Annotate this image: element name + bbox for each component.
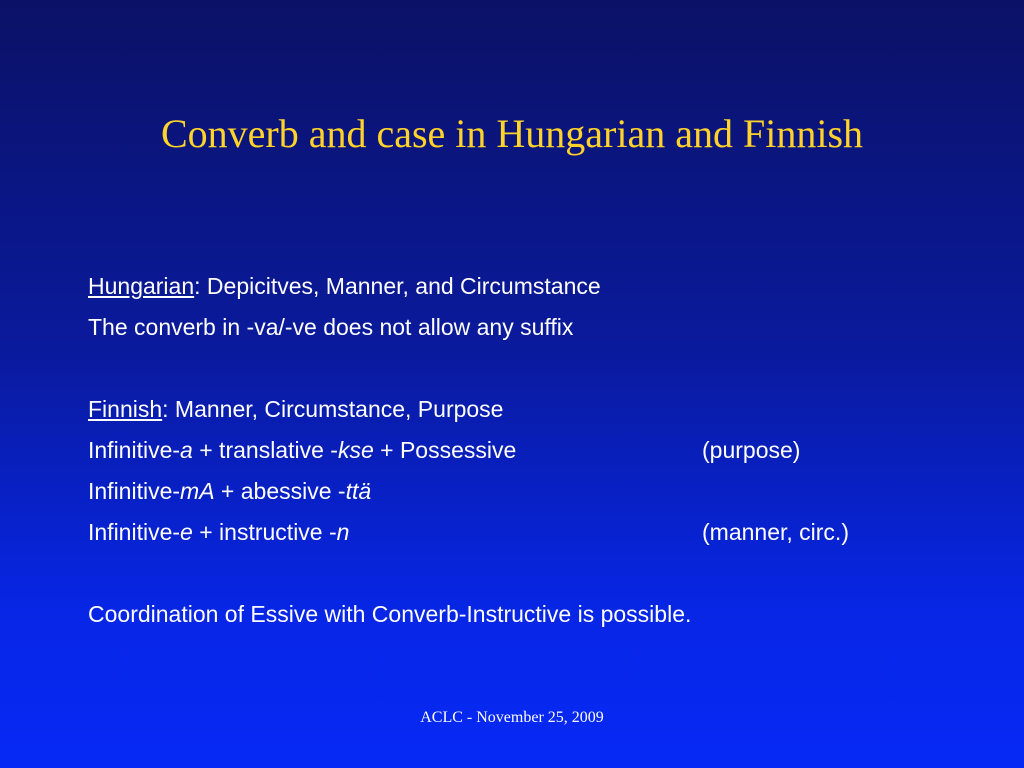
finnish-row-purpose (88, 430, 968, 471)
row-italic-part: ttä (345, 478, 372, 504)
slide-title: Converb and case in Hungarian and Finnish (160, 111, 864, 156)
row-text-part: Infinitive- (88, 437, 181, 463)
slide-body (88, 266, 968, 635)
finnish-row-instructive (88, 512, 968, 553)
row-text-part: + abessive - (214, 478, 346, 504)
finnish-heading-rest: : Manner, Circumstance, Purpose (162, 396, 504, 422)
finnish-row-abessive (88, 471, 968, 512)
row-text-part: + Possessive (373, 437, 517, 463)
row-italic-part: mA (180, 478, 215, 504)
finnish-heading-line (88, 389, 968, 430)
blank-line (88, 348, 968, 389)
row-italic-part: kse (337, 437, 374, 463)
hungarian-heading-line (88, 266, 968, 307)
slide-footer: ACLC - November 25, 2009 (420, 709, 604, 726)
row-italic-part: n (336, 519, 350, 545)
row-note: (manner, circ.) (702, 519, 849, 545)
row-text-part: Infinitive- (88, 519, 181, 545)
row-note: (purpose) (702, 437, 801, 463)
blank-line (88, 553, 968, 594)
hungarian-converb-line: The converb in -va/-ve does not allow any suffix (88, 314, 574, 340)
row-italic-part: a (180, 437, 193, 463)
row-text-part: Infinitive- (88, 478, 181, 504)
row-italic-part: e (180, 519, 193, 545)
finnish-heading: Finnish (88, 396, 163, 422)
conclusion-line: Coordination of Essive with Converb-Instructive is possible. (88, 601, 692, 627)
hungarian-heading-rest: : Depicitves, Manner, and Circumstance (194, 273, 601, 299)
row-text-part: + instructive - (192, 519, 337, 545)
hungarian-heading: Hungarian (88, 273, 195, 299)
row-text-part: + translative - (192, 437, 338, 463)
